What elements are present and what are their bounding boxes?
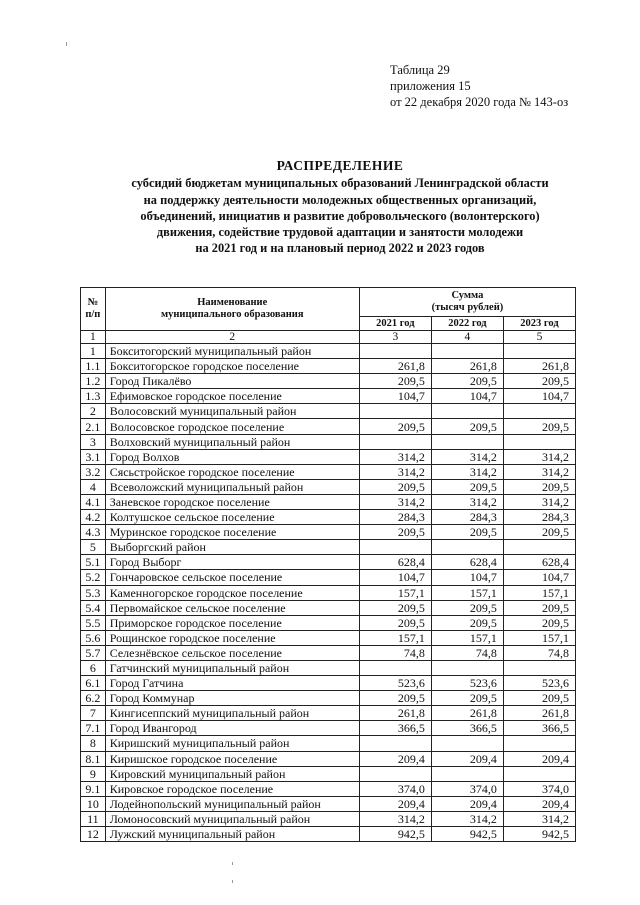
row-value-2022: 74,8	[431, 645, 503, 660]
row-value-2022	[431, 540, 503, 555]
row-value-2022: 284,3	[431, 510, 503, 525]
table-row	[81, 600, 576, 615]
row-value-2023: 157,1	[503, 630, 575, 645]
table-row	[81, 706, 576, 721]
row-name: Волосовское городское поселение	[105, 419, 359, 434]
row-value-2023: 209,5	[503, 479, 575, 494]
table-row	[81, 555, 576, 570]
row-name: Первомайское сельское поселение	[105, 600, 359, 615]
row-value-2023: 261,8	[503, 359, 575, 374]
table-row	[81, 479, 576, 494]
row-number: 12	[81, 827, 106, 842]
row-name: Город Пикалёво	[105, 374, 359, 389]
row-value-2021: 942,5	[359, 827, 431, 842]
appendix-number: приложения 15	[390, 79, 471, 93]
row-value-2023: 523,6	[503, 676, 575, 691]
row-number: 3.1	[81, 449, 106, 464]
row-value-2023: 314,2	[503, 464, 575, 479]
row-name: Муринское городское поселение	[105, 525, 359, 540]
row-number: 4.2	[81, 510, 106, 525]
row-value-2022	[431, 660, 503, 675]
row-value-2021: 314,2	[359, 449, 431, 464]
row-number: 4.1	[81, 494, 106, 509]
table-row	[81, 510, 576, 525]
row-value-2023: 74,8	[503, 645, 575, 660]
row-name: Заневское городское поселение	[105, 494, 359, 509]
row-value-2022: 314,2	[431, 449, 503, 464]
table-row	[81, 389, 576, 404]
table-row	[81, 691, 576, 706]
row-number: 5.3	[81, 585, 106, 600]
row-value-2022: 209,5	[431, 525, 503, 540]
index-cell: 2	[105, 331, 359, 344]
row-value-2023: 104,7	[503, 389, 575, 404]
table-row	[81, 615, 576, 630]
row-value-2022	[431, 434, 503, 449]
table-row	[81, 766, 576, 781]
index-cell: 3	[359, 331, 431, 344]
table-row	[81, 419, 576, 434]
row-value-2022: 261,8	[431, 706, 503, 721]
row-value-2022: 209,5	[431, 691, 503, 706]
row-value-2023	[503, 344, 575, 359]
row-value-2022: 523,6	[431, 676, 503, 691]
row-value-2022	[431, 344, 503, 359]
row-name: Город Коммунар	[105, 691, 359, 706]
row-value-2022: 314,2	[431, 494, 503, 509]
row-number: 8.1	[81, 751, 106, 766]
table-row	[81, 494, 576, 509]
row-number: 6.2	[81, 691, 106, 706]
table-row	[81, 525, 576, 540]
header-name: Наименование муниципального образования	[105, 288, 359, 331]
row-value-2022: 157,1	[431, 585, 503, 600]
scan-speck	[232, 862, 233, 865]
row-value-2023: 261,8	[503, 706, 575, 721]
row-number: 2	[81, 404, 106, 419]
row-value-2022	[431, 404, 503, 419]
row-value-2021: 366,5	[359, 721, 431, 736]
header-year-2022: 2022 год	[431, 317, 503, 331]
table-row	[81, 660, 576, 675]
row-value-2021: 284,3	[359, 510, 431, 525]
row-value-2022: 209,5	[431, 615, 503, 630]
table-row	[81, 344, 576, 359]
row-name: Всеволожский муниципальный район	[105, 479, 359, 494]
row-name: Выборгский район	[105, 540, 359, 555]
row-value-2021	[359, 540, 431, 555]
row-value-2022: 374,0	[431, 781, 503, 796]
table-row	[81, 676, 576, 691]
table-row	[81, 630, 576, 645]
header-number: № п/п	[81, 288, 106, 331]
main-title: РАСПРЕДЕЛЕНИЕ	[276, 158, 404, 173]
title-line: на поддержку деятельности молодежных общественных организаций,	[143, 192, 537, 207]
table-row	[81, 434, 576, 449]
row-number: 9	[81, 766, 106, 781]
row-name: Кингисеппский муниципальный район	[105, 706, 359, 721]
row-name: Волховский муниципальный район	[105, 434, 359, 449]
row-value-2023: 104,7	[503, 570, 575, 585]
row-number: 8	[81, 736, 106, 751]
table-row	[81, 464, 576, 479]
row-value-2022: 209,4	[431, 796, 503, 811]
row-number: 1.3	[81, 389, 106, 404]
row-name: Колтушское сельское поселение	[105, 510, 359, 525]
header-year-2021: 2021 год	[359, 317, 431, 331]
row-name: Город Ивангород	[105, 721, 359, 736]
row-value-2022: 209,4	[431, 751, 503, 766]
row-value-2021	[359, 736, 431, 751]
table-row	[81, 796, 576, 811]
row-number: 5	[81, 540, 106, 555]
row-value-2022: 314,2	[431, 811, 503, 826]
row-name: Рощинское городское поселение	[105, 630, 359, 645]
row-value-2021: 209,5	[359, 600, 431, 615]
row-number: 3	[81, 434, 106, 449]
row-name: Лужский муниципальный район	[105, 827, 359, 842]
row-value-2022: 209,5	[431, 600, 503, 615]
row-value-2021: 209,4	[359, 751, 431, 766]
row-value-2023: 942,5	[503, 827, 575, 842]
row-number: 5.7	[81, 645, 106, 660]
row-name: Бокситогорское городское поселение	[105, 359, 359, 374]
scan-speck	[66, 42, 67, 46]
row-value-2023: 366,5	[503, 721, 575, 736]
row-value-2021: 374,0	[359, 781, 431, 796]
row-number: 5.4	[81, 600, 106, 615]
row-number: 5.1	[81, 555, 106, 570]
table-number: Таблица 29	[390, 63, 450, 77]
row-value-2022: 209,5	[431, 479, 503, 494]
row-name: Селезнёвское сельское поселение	[105, 645, 359, 660]
row-value-2021: 209,5	[359, 691, 431, 706]
row-value-2023: 209,5	[503, 691, 575, 706]
row-number: 4.3	[81, 525, 106, 540]
row-value-2023: 209,5	[503, 600, 575, 615]
row-value-2023: 374,0	[503, 781, 575, 796]
law-reference: от 22 декабря 2020 года № 143-оз	[390, 95, 569, 109]
row-number: 2.1	[81, 419, 106, 434]
row-name: Кировский муниципальный район	[105, 766, 359, 781]
distribution-table	[80, 287, 576, 842]
index-cell: 1	[81, 331, 106, 344]
table-row	[81, 570, 576, 585]
row-number: 5.6	[81, 630, 106, 645]
row-value-2023: 209,5	[503, 419, 575, 434]
row-value-2023: 209,5	[503, 374, 575, 389]
row-name: Город Выборг	[105, 555, 359, 570]
row-number: 1.1	[81, 359, 106, 374]
row-value-2021: 314,2	[359, 494, 431, 509]
table-row	[81, 751, 576, 766]
row-value-2023: 284,3	[503, 510, 575, 525]
row-name: Город Гатчина	[105, 676, 359, 691]
row-value-2022: 104,7	[431, 570, 503, 585]
row-number: 1	[81, 344, 106, 359]
row-name: Киришский муниципальный район	[105, 736, 359, 751]
row-name: Гатчинский муниципальный район	[105, 660, 359, 675]
row-value-2021: 104,7	[359, 389, 431, 404]
row-number: 7.1	[81, 721, 106, 736]
row-value-2023	[503, 660, 575, 675]
row-value-2021: 628,4	[359, 555, 431, 570]
row-value-2021: 157,1	[359, 585, 431, 600]
row-name: Лодейнопольский муниципальный район	[105, 796, 359, 811]
row-value-2021: 104,7	[359, 570, 431, 585]
row-number: 5.5	[81, 615, 106, 630]
title-line: на 2021 год и на плановый период 2022 и 2023 годов	[195, 241, 485, 256]
row-value-2021: 523,6	[359, 676, 431, 691]
row-value-2023: 209,5	[503, 525, 575, 540]
row-value-2023: 209,4	[503, 751, 575, 766]
row-value-2022: 104,7	[431, 389, 503, 404]
table-row	[81, 359, 576, 374]
row-value-2022: 314,2	[431, 464, 503, 479]
row-number: 7	[81, 706, 106, 721]
row-number: 4	[81, 479, 106, 494]
row-number: 1.2	[81, 374, 106, 389]
header-year-2023: 2023 год	[503, 317, 575, 331]
row-value-2023: 628,4	[503, 555, 575, 570]
title-line: движения, содействие трудовой адаптации и занятости молодежи	[156, 225, 524, 240]
row-name: Гончаровское сельское поселение	[105, 570, 359, 585]
row-name: Ломоносовский муниципальный район	[105, 811, 359, 826]
header-sum: Сумма (тысяч рублей)	[359, 288, 575, 317]
row-value-2023: 314,2	[503, 811, 575, 826]
row-name: Каменногорское городское поселение	[105, 585, 359, 600]
row-number: 9.1	[81, 781, 106, 796]
row-value-2023: 314,2	[503, 494, 575, 509]
row-number: 10	[81, 796, 106, 811]
row-value-2023: 209,5	[503, 615, 575, 630]
row-value-2023	[503, 404, 575, 419]
row-name: Сясьстройское городское поселение	[105, 464, 359, 479]
row-value-2022	[431, 766, 503, 781]
row-value-2021: 314,2	[359, 811, 431, 826]
table-row	[81, 449, 576, 464]
row-number: 5.2	[81, 570, 106, 585]
document-title	[60, 158, 620, 257]
row-value-2021: 261,8	[359, 706, 431, 721]
header-note	[390, 62, 568, 110]
row-number: 6.1	[81, 676, 106, 691]
title-line: субсидий бюджетам муниципальных образований Ленинградской области	[131, 176, 549, 191]
table-row	[81, 404, 576, 419]
row-number: 6	[81, 660, 106, 675]
row-number: 11	[81, 811, 106, 826]
table-row	[81, 540, 576, 555]
row-value-2023	[503, 540, 575, 555]
row-name: Бокситогорский муниципальный район	[105, 344, 359, 359]
row-value-2022: 209,5	[431, 419, 503, 434]
row-name: Кировское городское поселение	[105, 781, 359, 796]
row-value-2021: 157,1	[359, 630, 431, 645]
index-cell: 5	[503, 331, 575, 344]
table-row	[81, 736, 576, 751]
table-row	[81, 374, 576, 389]
row-value-2021: 74,8	[359, 645, 431, 660]
row-value-2023: 157,1	[503, 585, 575, 600]
table-row	[81, 585, 576, 600]
row-value-2021	[359, 404, 431, 419]
index-cell: 4	[431, 331, 503, 344]
row-value-2021: 209,4	[359, 796, 431, 811]
row-value-2021	[359, 344, 431, 359]
row-value-2021: 314,2	[359, 464, 431, 479]
row-name: Город Волхов	[105, 449, 359, 464]
table-row	[81, 811, 576, 826]
row-name: Приморское городское поселение	[105, 615, 359, 630]
row-value-2022: 628,4	[431, 555, 503, 570]
row-name: Ефимовское городское поселение	[105, 389, 359, 404]
row-value-2022: 261,8	[431, 359, 503, 374]
table-row	[81, 827, 576, 842]
row-value-2021: 209,5	[359, 525, 431, 540]
row-value-2022: 157,1	[431, 630, 503, 645]
row-value-2023	[503, 736, 575, 751]
row-value-2021: 209,5	[359, 479, 431, 494]
row-value-2021	[359, 660, 431, 675]
row-value-2023	[503, 434, 575, 449]
row-value-2023: 209,4	[503, 796, 575, 811]
row-name: Киришское городское поселение	[105, 751, 359, 766]
table-row	[81, 721, 576, 736]
row-value-2021: 209,5	[359, 615, 431, 630]
row-value-2021	[359, 766, 431, 781]
row-value-2022	[431, 736, 503, 751]
row-value-2023: 314,2	[503, 449, 575, 464]
row-value-2021: 209,5	[359, 419, 431, 434]
table-body	[81, 344, 576, 842]
title-line: объединений, инициатив и развитие добровольческого (волонтерского)	[140, 208, 540, 223]
table-row	[81, 781, 576, 796]
row-value-2021: 261,8	[359, 359, 431, 374]
table-row	[81, 645, 576, 660]
scan-speck	[232, 880, 233, 883]
row-value-2023	[503, 766, 575, 781]
row-value-2022: 209,5	[431, 374, 503, 389]
row-number: 3.2	[81, 464, 106, 479]
row-value-2022: 366,5	[431, 721, 503, 736]
row-name: Волосовский муниципальный район	[105, 404, 359, 419]
row-value-2022: 942,5	[431, 827, 503, 842]
row-value-2021	[359, 434, 431, 449]
row-value-2021: 209,5	[359, 374, 431, 389]
